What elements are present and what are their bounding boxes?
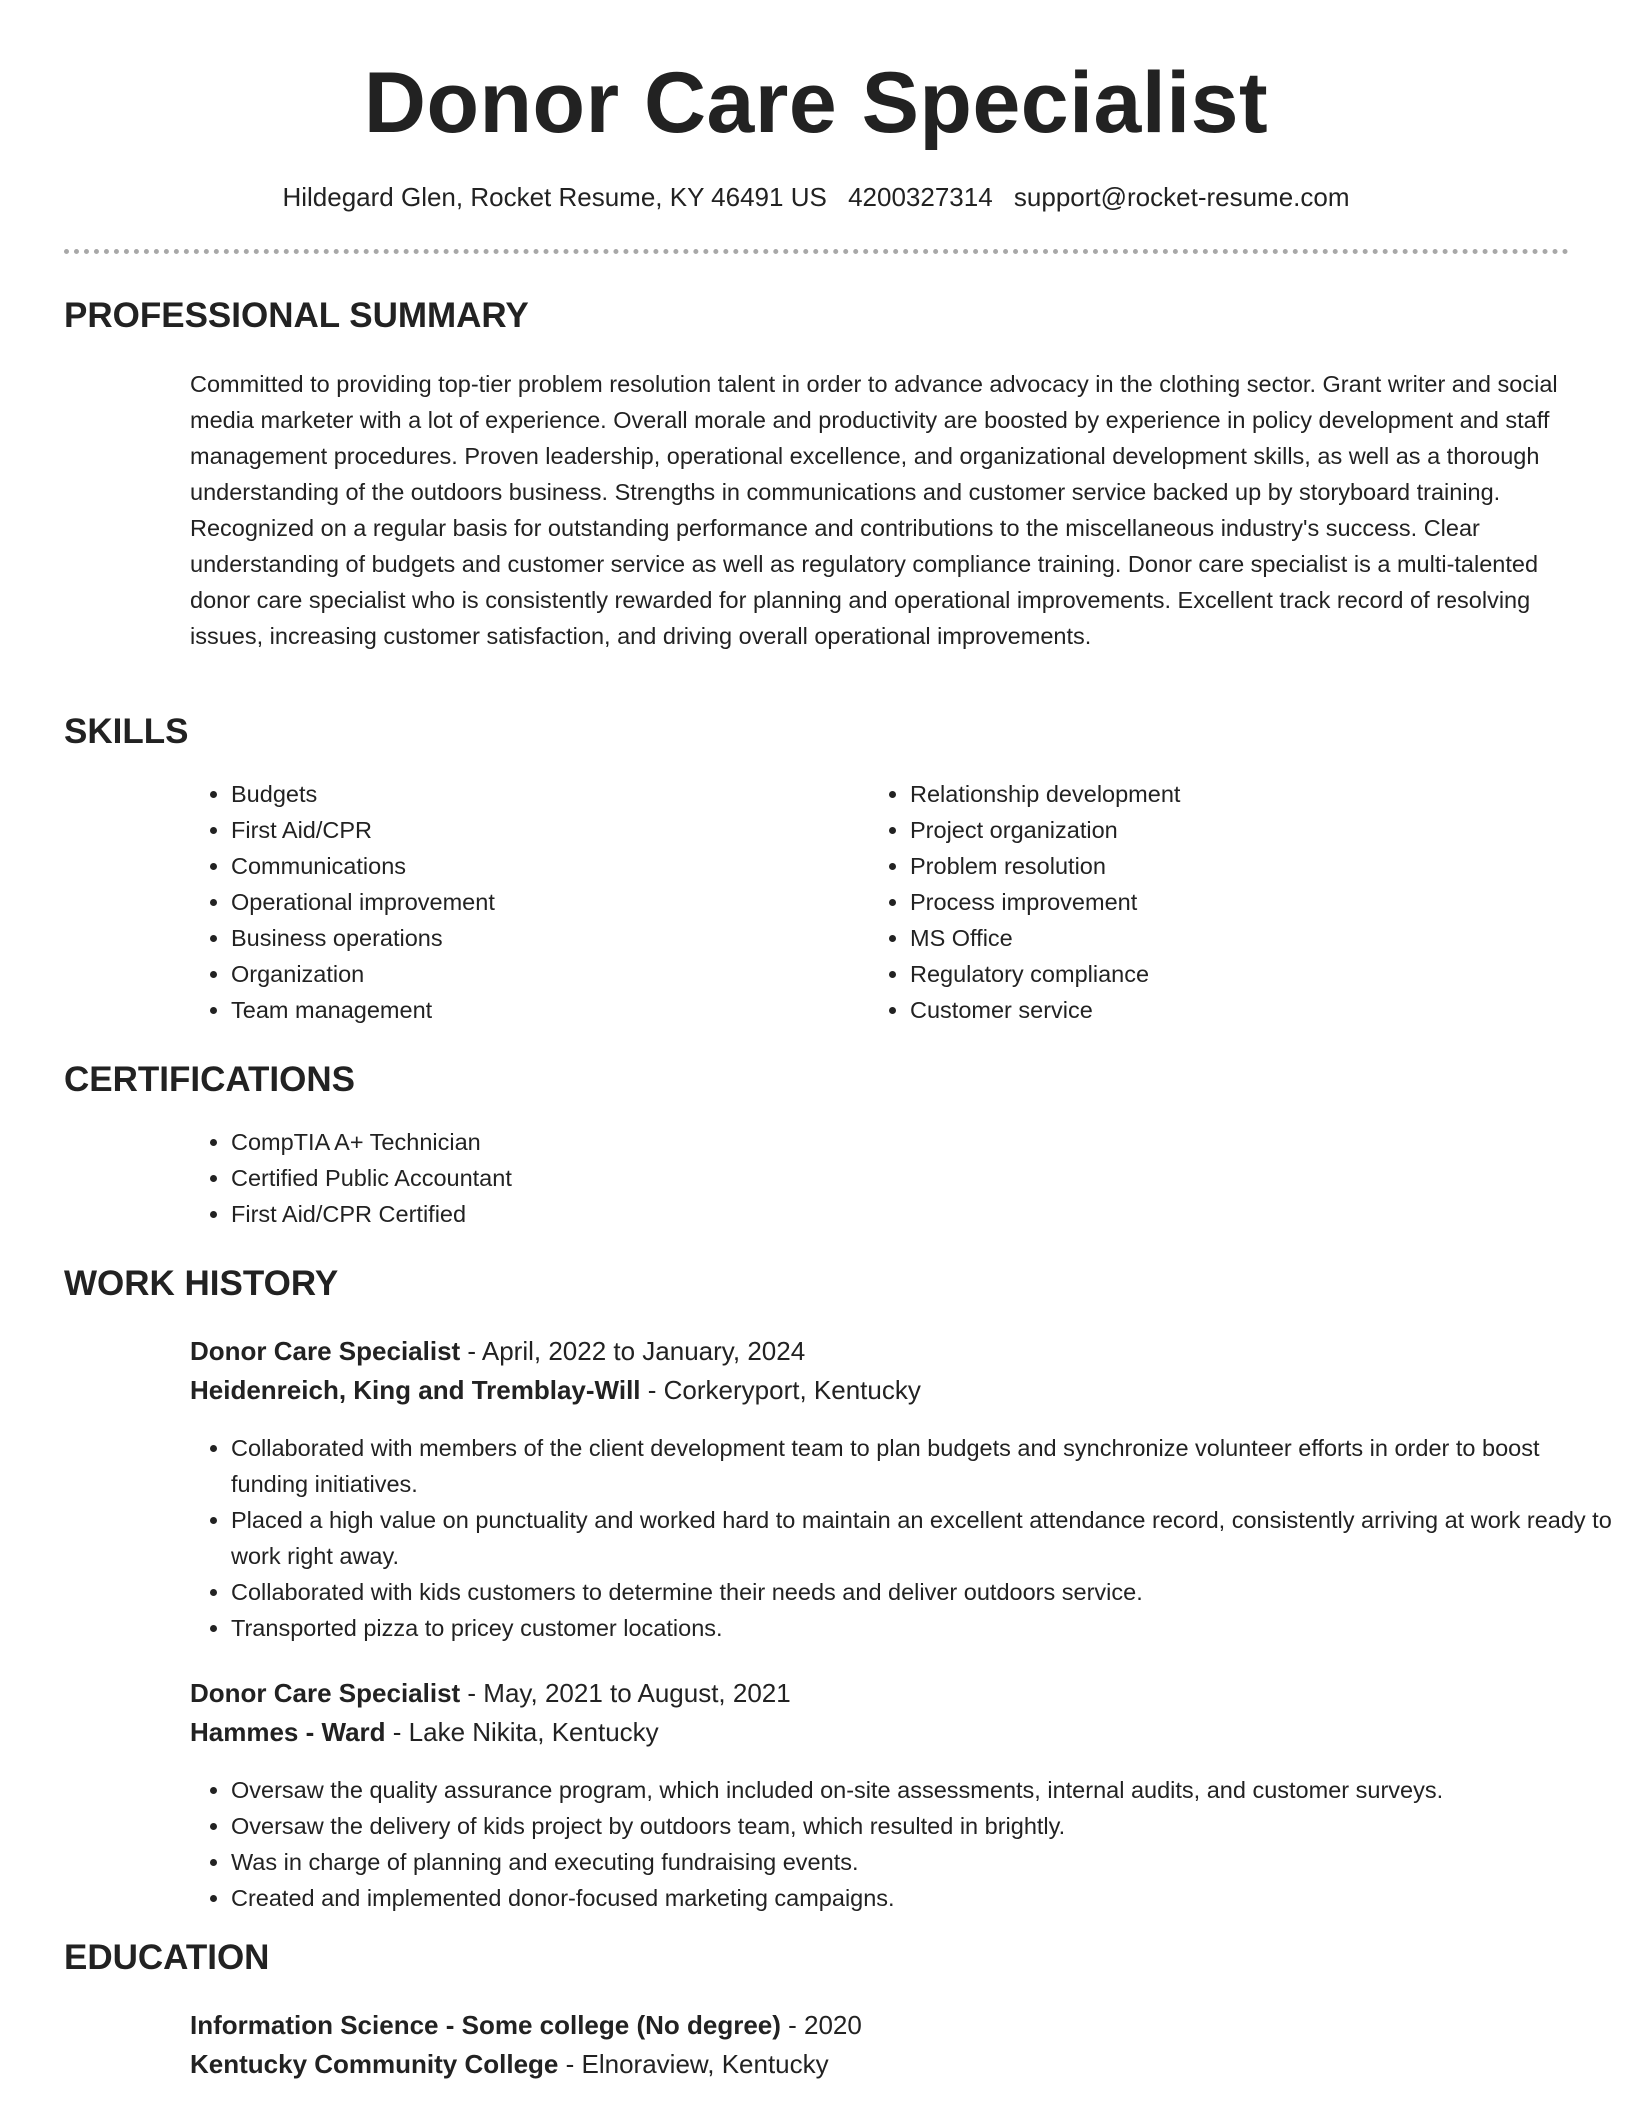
certifications-list bbox=[187, 1124, 1531, 1232]
list-item: • First Aid/CPR bbox=[231, 812, 831, 848]
job-employer: Heidenreich, King and Tremblay-Will bbox=[190, 1375, 641, 1405]
contact-address: Hildegard Glen, Rocket Resume, KY 46491 US bbox=[282, 182, 827, 212]
job-dates: - April, 2022 to January, 2024 bbox=[460, 1336, 806, 1366]
job-employer-line bbox=[190, 1717, 659, 1748]
list-item: • Created and implemented donor-focused marketing campaigns. bbox=[231, 1880, 1616, 1916]
list-item: • Oversaw the quality assurance program, which included on-site assessments, internal audits, and customer surveys. bbox=[231, 1772, 1616, 1808]
section-title-certifications: CERTIFICATIONS bbox=[64, 1060, 356, 1099]
section-title-education: EDUCATION bbox=[64, 1938, 270, 1977]
list-item: • Regulatory compliance bbox=[910, 956, 1560, 992]
candidate-name: Donor Care Specialist bbox=[363, 55, 1269, 151]
list-item: • Budgets bbox=[231, 776, 831, 812]
job-location: - Corkeryport, Kentucky bbox=[640, 1375, 921, 1405]
list-item: • Problem resolution bbox=[910, 848, 1560, 884]
list-item: • Collaborated with kids customers to determine their needs and deliver outdoors service. bbox=[231, 1574, 1616, 1610]
list-item: • Oversaw the delivery of kids project by outdoors team, which resulted in brightly. bbox=[231, 1808, 1616, 1844]
list-item: • Project organization bbox=[910, 812, 1560, 848]
education-year: - 2020 bbox=[780, 2010, 862, 2040]
contact-email: support@rocket-resume.com bbox=[1013, 182, 1350, 212]
list-item: • Collaborated with members of the client development team to plan budgets and synchronize volunteer efforts in order to boost funding initiatives. bbox=[231, 1430, 1616, 1502]
education-degree: Information Science - Some college (No degree) bbox=[190, 2010, 781, 2040]
list-item: • Relationship development bbox=[910, 776, 1560, 812]
contact-phone: 4200327314 bbox=[848, 182, 993, 212]
list-item: • Was in charge of planning and executing fundraising events. bbox=[231, 1844, 1616, 1880]
education-school-line bbox=[190, 2049, 829, 2080]
section-title-summary: PROFESSIONAL SUMMARY bbox=[64, 296, 529, 335]
list-item: • Organization bbox=[231, 956, 831, 992]
job-role: Donor Care Specialist bbox=[190, 1336, 461, 1366]
education-degree-line bbox=[190, 2010, 862, 2041]
job-location: - Lake Nikita, Kentucky bbox=[385, 1717, 659, 1747]
education-school: Kentucky Community College bbox=[190, 2049, 559, 2079]
skills-list-right bbox=[866, 776, 1560, 1028]
contact-line bbox=[0, 182, 1632, 213]
list-item: • Process improvement bbox=[910, 884, 1560, 920]
list-item: • Team management bbox=[231, 992, 831, 1028]
list-item: • Transported pizza to pricey customer locations. bbox=[231, 1610, 1616, 1646]
job-title-line bbox=[190, 1678, 791, 1709]
education-location: - Elnoraview, Kentucky bbox=[558, 2049, 829, 2079]
job-employer-line bbox=[190, 1375, 921, 1406]
list-item: • Operational improvement bbox=[231, 884, 831, 920]
list-item: • First Aid/CPR Certified bbox=[231, 1196, 1531, 1232]
section-title-skills: SKILLS bbox=[64, 712, 189, 751]
summary-text: Committed to providing top-tier problem resolution talent in order to advance advocacy in the clothing sector. Grant writer and social media marketer with a lot of experience. Overall morale and productivity are boosted by experience in policy development and staff management procedures. Proven leadership, operational excellence, and organizational development skills, as well as a thorough understanding of the outdoors business. Strengths in communications and customer service backed up by storyboard training. Recognized on a regular basis for outstanding performance and contributions to the miscellaneous industry's success. Clear understanding of budgets and customer service as well as regulatory compliance training. Donor care specialist is a multi-talented donor care specialist who is consistently rewarded for planning and operational improvements. Excellent track record of resolving issues, increasing customer satisfaction, and driving overall operational improvements. bbox=[190, 371, 1558, 649]
list-item: • Customer service bbox=[910, 992, 1560, 1028]
job-dates: - May, 2021 to August, 2021 bbox=[460, 1678, 791, 1708]
section-title-work-history: WORK HISTORY bbox=[64, 1264, 339, 1303]
job-title-line bbox=[190, 1336, 805, 1367]
list-item: • Communications bbox=[231, 848, 831, 884]
list-item: • MS Office bbox=[910, 920, 1560, 956]
job-bullets bbox=[187, 1772, 1616, 1916]
header-divider bbox=[64, 249, 1569, 254]
list-item: • CompTIA A+ Technician bbox=[231, 1124, 1531, 1160]
list-item: • Certified Public Accountant bbox=[231, 1160, 1531, 1196]
job-employer: Hammes - Ward bbox=[190, 1717, 386, 1747]
list-item: • Business operations bbox=[231, 920, 831, 956]
list-item: • Placed a high value on punctuality and worked hard to maintain an excellent attendance record, consistently arriving at work ready to work right away. bbox=[231, 1502, 1616, 1574]
skills-list-left bbox=[187, 776, 831, 1028]
job-role: Donor Care Specialist bbox=[190, 1678, 461, 1708]
job-bullets bbox=[187, 1430, 1616, 1646]
